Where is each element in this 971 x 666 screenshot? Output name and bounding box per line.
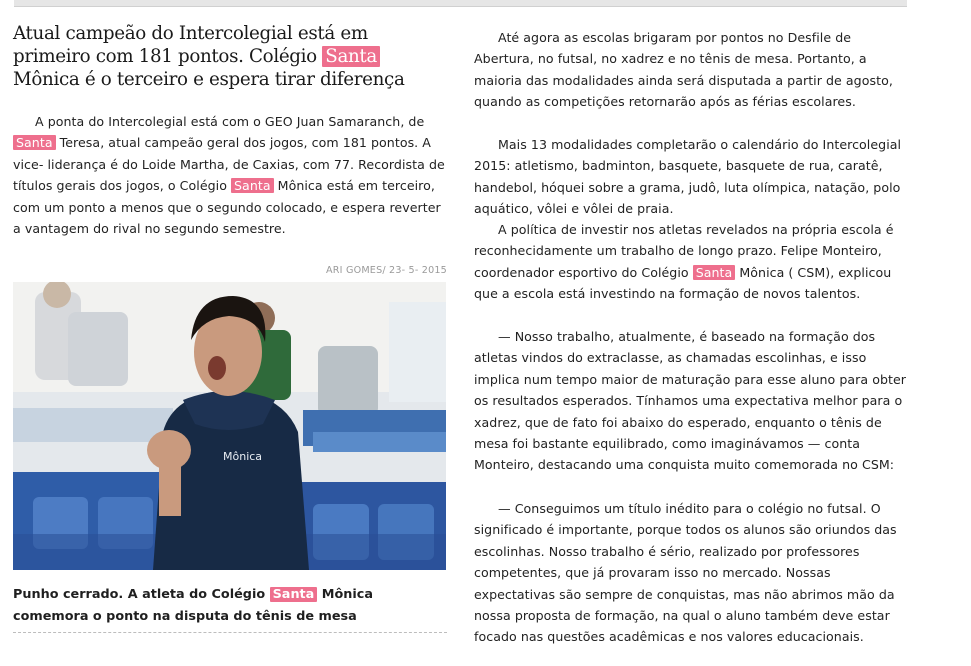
article-headline: Atual campeão do Intercolegial está em primeiro com 181 pontos. Colégio Santa Mônica é o terceiro e espera tirar diferença [13, 23, 405, 90]
photo-caption: Punho cerrado. A atleta do Colégio Santa Mônica comemora o ponto na disputa do tênis de mesa [13, 587, 374, 624]
search-highlight: Santa [270, 587, 318, 602]
caption-divider [13, 632, 447, 633]
top-divider-bar [14, 0, 907, 7]
article-photo [13, 282, 446, 570]
article-paragraph-1: Até agora as escolas brigaram por pontos no Desfile de Abertura, no futsal, no xadrez e no tênis de mesa. Portanto, a maioria das modalidades ainda será disputada a partir de agosto, quando as competições retornarão após as férias escolares. [474, 30, 893, 110]
lead-paragraph: A ponta do Intercolegial está com o GEO Juan Samaranch, de Santa Teresa, atual campeão geral dos jogos, com 181 pontos. A vice- liderança é do Loide Martha, de Caxias, com 77. Recordista de títulos gerais dos jogos, o Colégio Santa Mônica está em terceiro, com um ponto a menos que o segundo colocado, e espera reverter a vantagem do rival no segundo semestre. [13, 114, 445, 237]
search-highlight: Santa [693, 265, 736, 280]
photo-credit: ARI GOMES/ 23- 5- 2015 [326, 265, 447, 276]
article-paragraph-2: Mais 13 modalidades completarão o calendário do Intercolegial 2015: atletismo, badminton, basquete, basquete de rua, caratê, handebol, hóquei sobre a grama, judô, luta olímpica, natação, polo aquático, vôlei e vôlei de praia. [474, 137, 902, 217]
search-highlight: Santa [13, 135, 56, 150]
search-highlight: Santa [322, 46, 380, 67]
shirt-logo-text: Mônica [223, 450, 263, 463]
article-paragraph-5: — Conseguimos um título inédito para o colégio no futsal. O significado é importante, porque todos os alunos são oriundos das escolinhas. Nosso trabalho é sério, realizado por professores competentes, que já provaram isso no mercado. Nossas expectativas são sempre de conquistas, mas não abrimos mão da nossa proposta de formação, na qual o aluno também deve estar focado nas questões acadêmicas e nos valores educacionais. [474, 501, 897, 645]
article-paragraph-4: — Nosso trabalho, atualmente, é baseado na formação dos atletas vindos do extraclasse, as chamadas escolinhas, e isso implica num tempo maior de maturação para esse aluno para obter os resultados esperados. Tínhamos uma expectativa melhor para o xadrez, que de fato foi abaixo do esperado, enquanto o tênis de mesa foi bastante equilibrado, como imaginávamos — conta Monteiro, destacando uma conquista muito comemorada no CSM: [474, 329, 907, 473]
search-highlight: Santa [231, 178, 274, 193]
article-paragraph-3: A política de investir nos atletas revelados na própria escola é reconhecidamente um trabalho de longo prazo. Felipe Monteiro, coordenador esportivo do Colégio Santa Mônica ( CSM), explicou que a escola está investindo na formação de novos talentos. [474, 222, 894, 302]
